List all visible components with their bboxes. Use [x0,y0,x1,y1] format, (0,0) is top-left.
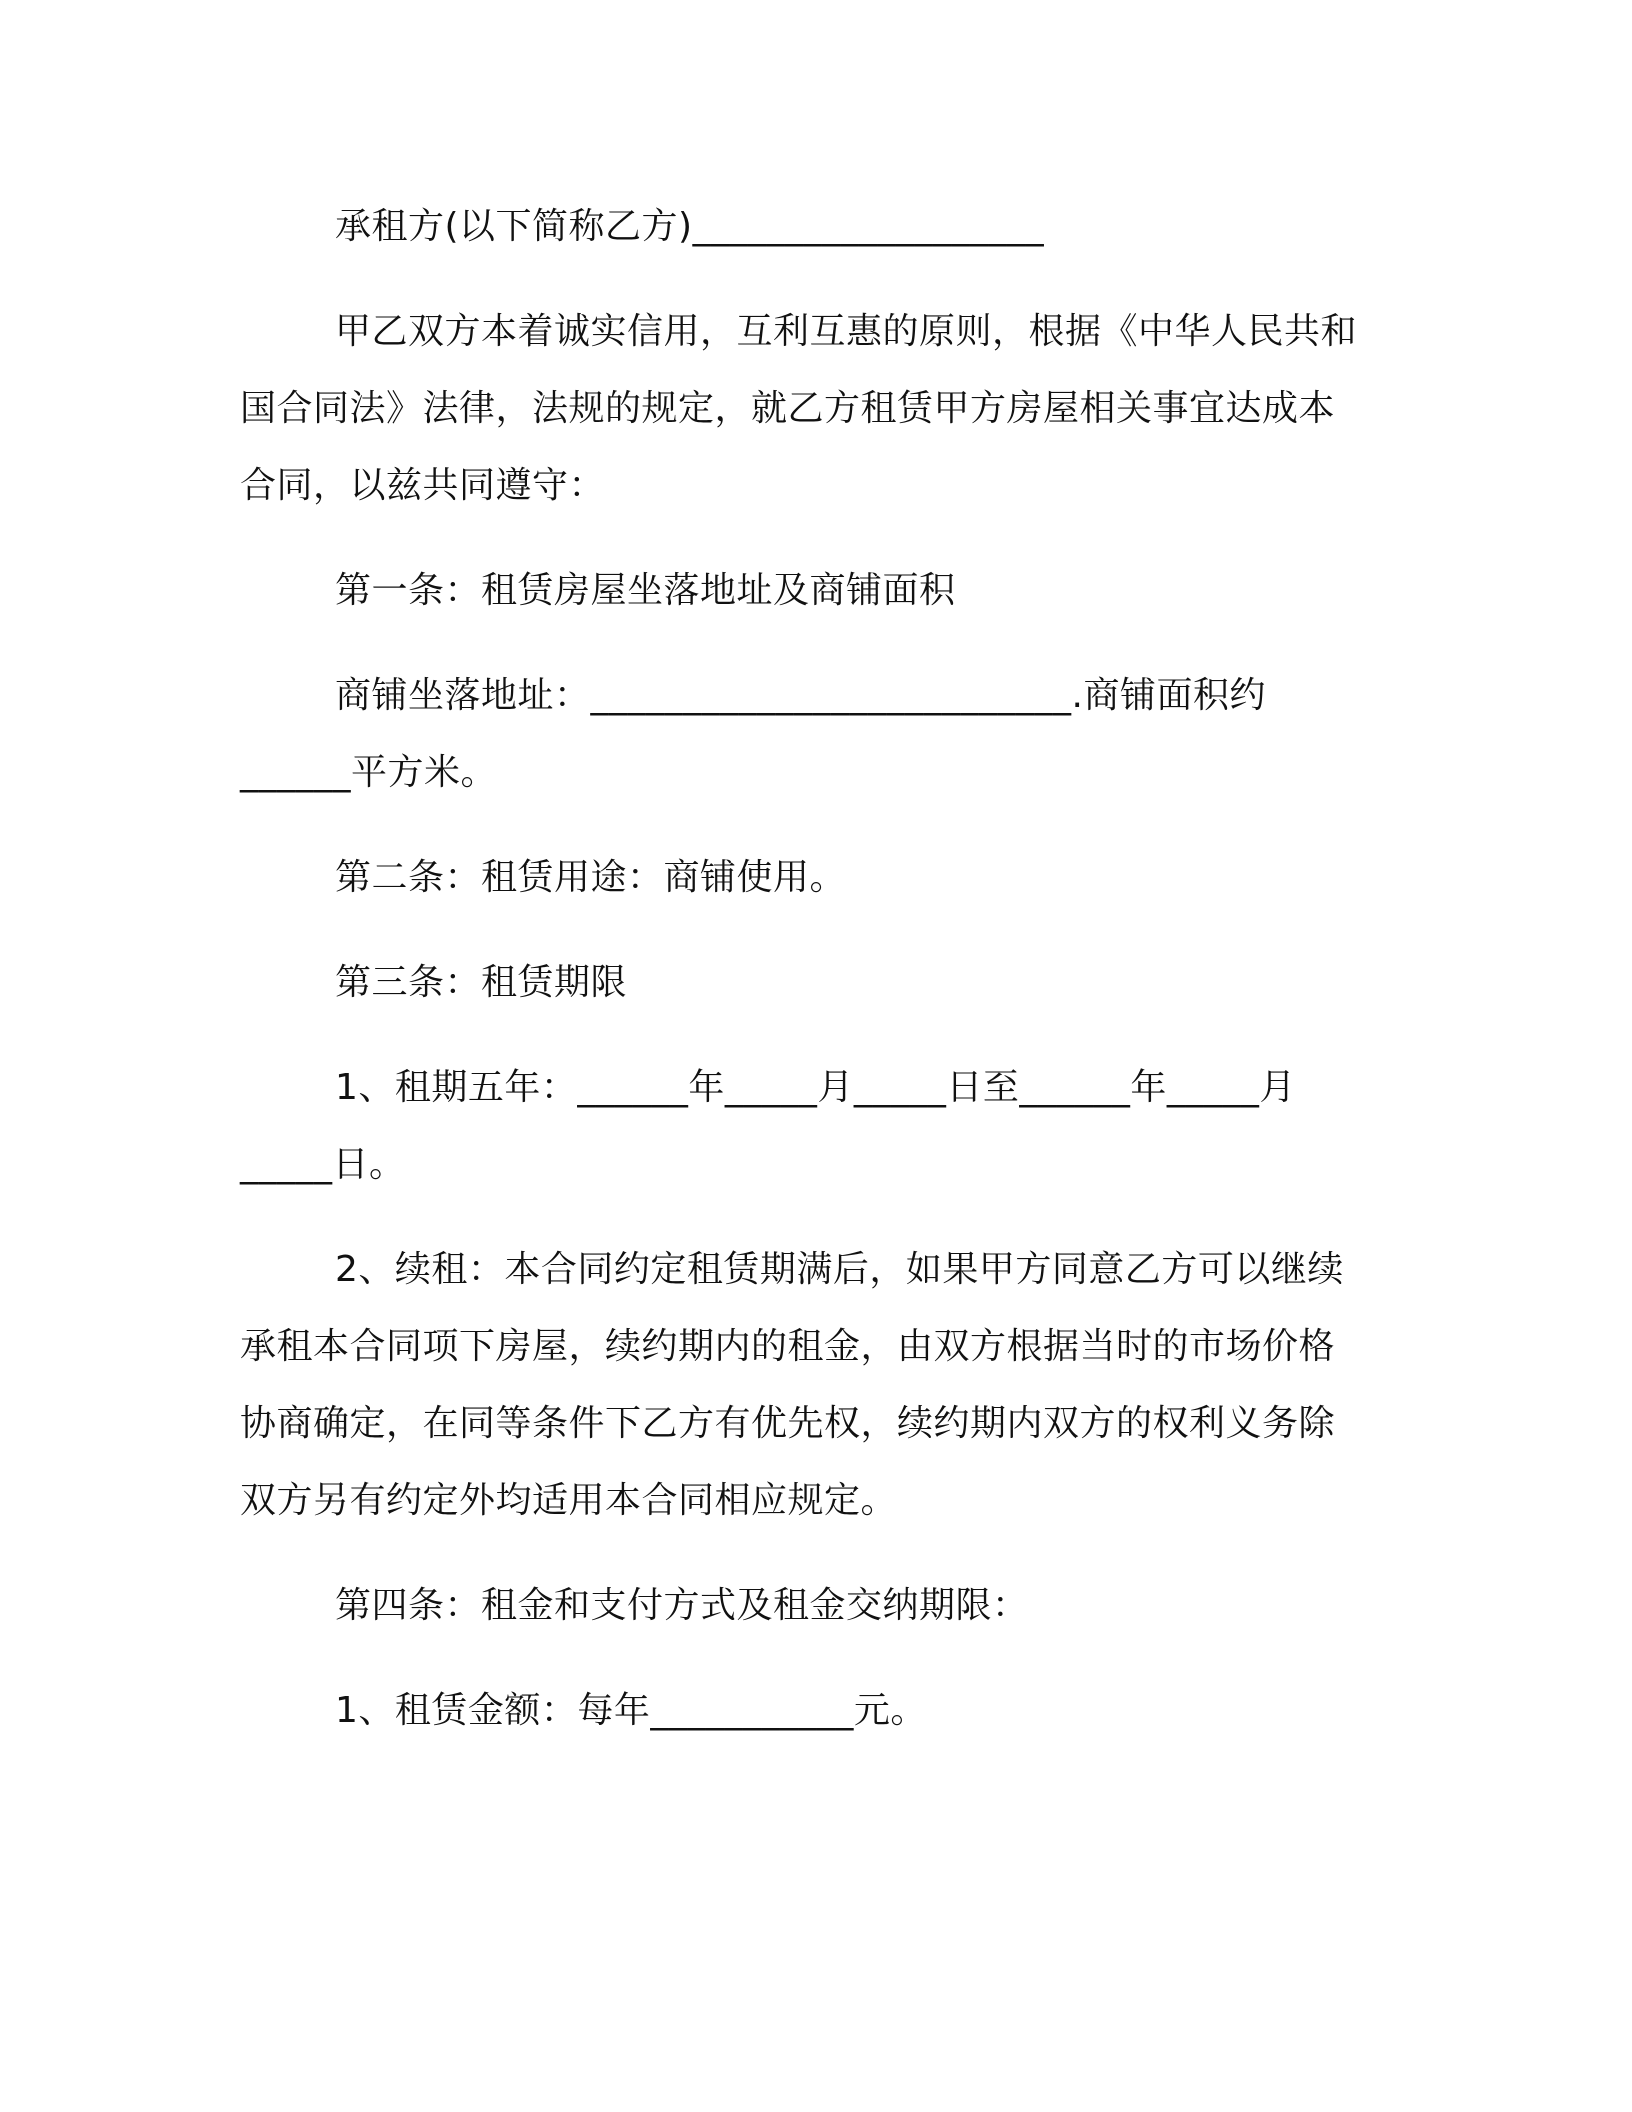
lease-term-line-2: _____日。 [240,1144,406,1185]
article-1-heading: 第一条：租赁房屋坐落地址及商铺面积 [335,570,956,611]
preamble-line-2: 国合同法》法律，法规的规定，就乙方租赁甲方房屋相关事宜达成本 [240,388,1336,429]
article-2-heading: 第二条：租赁用途：商铺使用。 [335,857,847,898]
lessee-line: 承租方(以下简称乙方)___________________ [335,206,1045,247]
shop-address-line-1: 商铺坐落地址：__________________________.商铺面积约 [335,675,1266,716]
renewal-line-3: 协商确定，在同等条件下乙方有优先权，续约期内双方的权利义务除 [240,1403,1336,1444]
shop-address-line-2: ______平方米。 [240,752,498,793]
article-4-heading: 第四条：租金和支付方式及租金交纳期限： [335,1585,1029,1626]
preamble-line-1: 甲乙双方本着诚实信用，互利互惠的原则，根据《中华人民共和 [335,311,1358,352]
document-body [240,188,1380,1749]
lease-term-line-1: 1、租期五年：______年_____月_____日至______年_____月 [335,1067,1296,1108]
preamble-line-3: 合同，以兹共同遵守： [240,465,606,506]
renewal-line-4: 双方另有约定外均适用本合同相应规定。 [240,1480,898,1521]
renewal-line-1: 2、续租：本合同约定租赁期满后，如果甲方同意乙方可以继续 [335,1249,1344,1290]
rent-amount-line: 1、租赁金额：每年___________元。 [335,1690,927,1731]
renewal-line-2: 承租本合同项下房屋，续约期内的租金，由双方根据当时的市场价格 [240,1326,1336,1367]
article-3-heading: 第三条：租赁期限 [335,962,628,1003]
